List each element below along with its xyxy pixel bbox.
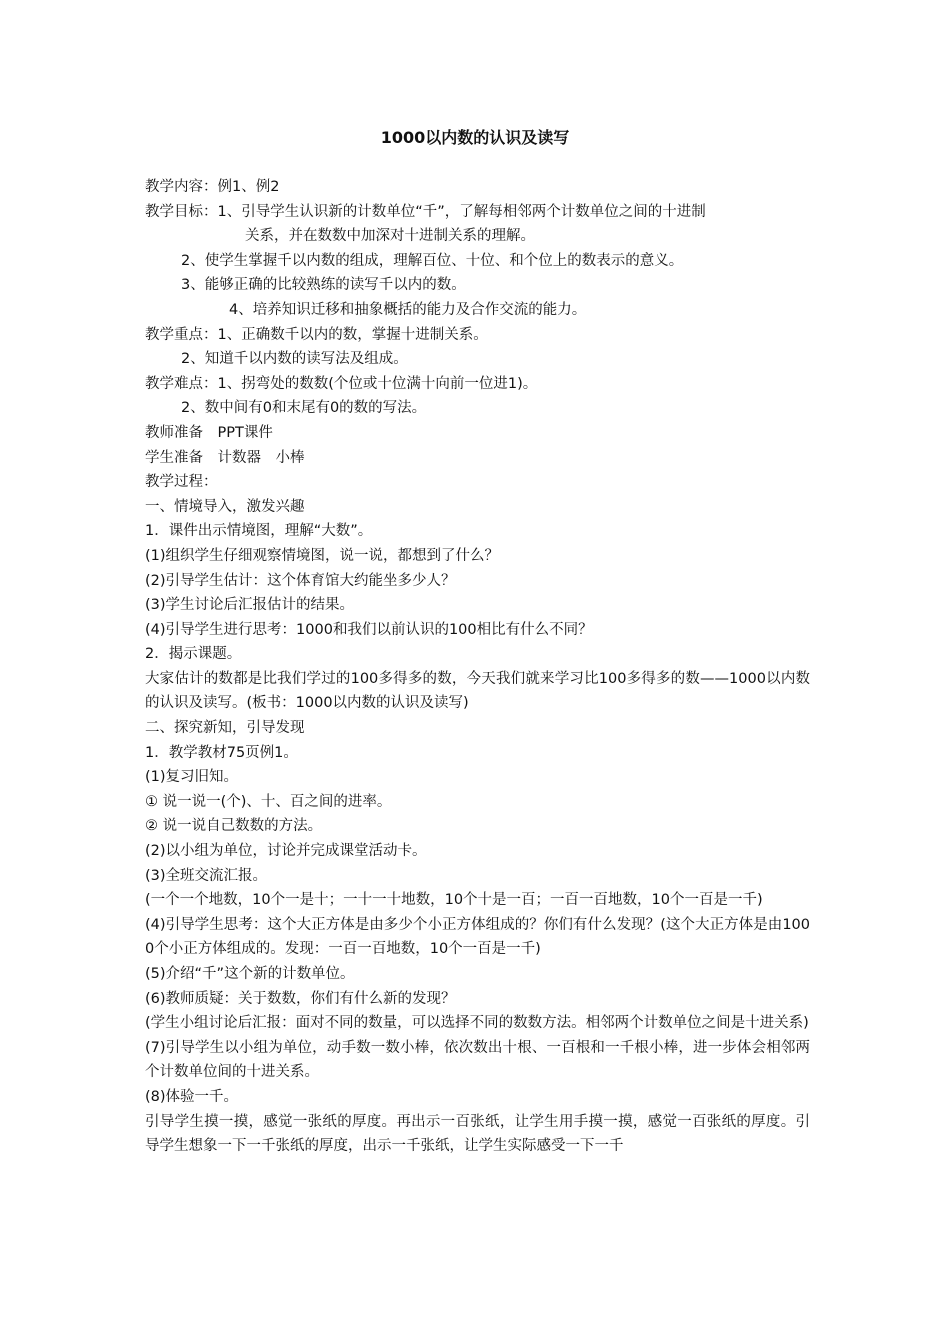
difficulty-2-line: 2、数中间有0和末尾有0的数的写法。	[181, 400, 427, 417]
experience-line: (8)体验一千。	[145, 1088, 239, 1105]
review-line: (1)复习旧知。	[145, 769, 239, 786]
review-item-2: ② 说一说自己数数的方法。	[145, 818, 323, 835]
step-1-4-line: (4)引导学生进行思考：1000和我们以前认识的100相比有什么不同？	[145, 621, 593, 638]
key-point-line: 教学重点：1、正确数千以内的数，掌握十进制关系。	[145, 326, 488, 343]
process-heading: 教学过程：	[145, 474, 218, 491]
teaching-goal-2-line: 2、使学生掌握千以内数的组成，理解百位、十位、和个位上的数表示的意义。	[181, 252, 684, 269]
step-1-2-line: (2)引导学生估计：这个体育馆大约能坐多少人？	[145, 572, 456, 589]
step-1-3-line: (3)学生讨论后汇报估计的结果。	[145, 597, 355, 614]
counting-paragraph: (一个一个地数，10个一是十；一十一十地数，10个十是一百；一百一百地数，10个一百是一千)	[145, 892, 763, 909]
teaching-goal-line: 教学目标：1、引导学生认识新的计数单位“千”，了解每相邻两个计数单位之间的十进制	[145, 203, 706, 220]
sticks-paragraph: (7)引导学生以小组为单位，动手数一数小棒，依次数出十根、一百根和一千根小棒，进一步体会相邻两个计数单位间的十进关系。	[145, 1039, 810, 1081]
key-point-2-line: 2、知道千以内数的读写法及组成。	[181, 351, 408, 368]
teaching-goal-4-line: 4、培养知识迁移和抽象概括的能力及合作交流的能力。	[229, 301, 587, 318]
cube-paragraph: (4)引导学生思考：这个大正方体是由多少个小正方体组成的？你们有什么发现？(这个大正方体是由1000个小正方体组成的。发现：一百一百地数，10个一百是一千)	[145, 916, 810, 958]
intro-paragraph: 大家估计的数都是比我们学过的100多得多的数，今天我们就来学习比100多得多的数——1000以内数的认识及读写。(板书：1000以内数的认识及读写)	[145, 670, 810, 712]
section-2-heading: 二、探究新知，引导发现	[145, 720, 305, 737]
step-1-line: 1．课件出示情境图，理解“大数”。	[145, 523, 373, 540]
teaching-goal-3-line: 3、能够正确的比较熟练的读写千以内的数。	[181, 277, 466, 294]
difficulty-line: 教学难点：1、拐弯处的数数(个位或十位满十向前一位进1)。	[145, 375, 538, 392]
section-1-heading: 一、情境导入，激发兴趣	[145, 498, 305, 515]
teaching-goal-continued-line: 关系，并在数数中加深对十进制关系的理解。	[245, 228, 535, 245]
paper-paragraph: 引导学生摸一摸，感觉一张纸的厚度。再出示一百张纸，让学生用手摸一摸，感觉一百张纸的厚度。引导学生想象一下一千张纸的厚度，出示一千张纸，让学生实际感受一下一千	[145, 1113, 810, 1155]
example-1-line: 1．教学教材75页例1。	[145, 744, 298, 761]
report-line: (3)全班交流汇报。	[145, 867, 268, 884]
step-1-1-line: (1)组织学生仔细观察情境图，说一说，都想到了什么？	[145, 547, 500, 564]
step-2-line: 2．揭示课题。	[145, 646, 242, 663]
teaching-content-line: 教学内容：例1、例2	[145, 179, 280, 195]
document-body	[145, 175, 810, 1159]
thousand-unit-line: (5)介绍“千”这个新的计数单位。	[145, 966, 355, 982]
review-item-1: ① 说一说一(个)、十、百之间的进率。	[145, 793, 392, 810]
teacher-prep-line: 教师准备 PPT课件	[145, 424, 273, 441]
student-prep-line: 学生准备 计数器 小棒	[145, 449, 305, 466]
teacher-question-line: (6)教师质疑：关于数数，你们有什么新的发现？	[145, 990, 456, 1007]
discussion-paragraph: (学生小组讨论后汇报：面对不同的数量，可以选择不同的数数方法。相邻两个计数单位之间是十进关系)	[145, 1015, 809, 1032]
group-activity-line: (2)以小组为单位，讨论并完成课堂活动卡。	[145, 843, 427, 860]
document-title: 1000以内数的认识及读写	[380, 128, 570, 147]
